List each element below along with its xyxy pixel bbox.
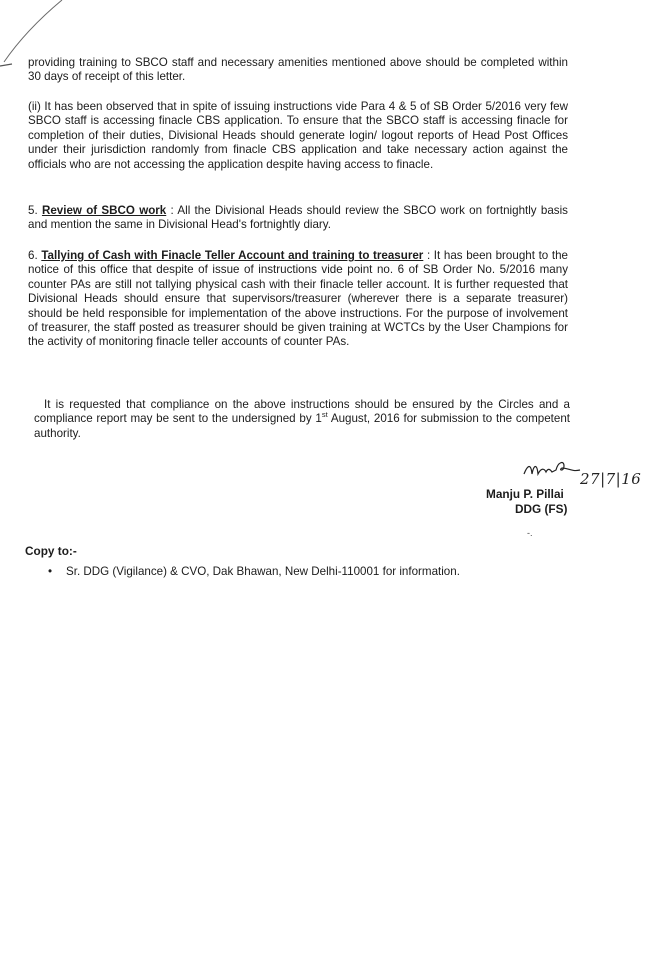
item-6-heading: Tallying of Cash with Finacle Teller Account and training to treasurer <box>41 249 424 262</box>
compliance-paragraph <box>34 398 570 441</box>
copy-to-item-text: Sr. DDG (Vigilance) & CVO, Dak Bhawan, New Delhi-110001 for information. <box>66 565 460 578</box>
compliance-superscript: st <box>321 410 328 420</box>
paragraph-continuation-text: providing training to SBCO staff and necessary amenities mentioned above should be completed within 30 days of receipt of this letter. <box>28 56 568 84</box>
item-5-review-sbco <box>28 204 568 233</box>
compliance-text-after: August, 2016 for submission to the competent authority. <box>34 412 570 440</box>
item-6-number: 6. <box>28 249 38 262</box>
handwritten-signature <box>522 456 582 482</box>
item-6-tallying-cash <box>28 249 568 350</box>
paragraph-continuation <box>28 56 568 85</box>
copy-to-list <box>48 565 460 578</box>
item-5-heading: Review of SBCO work <box>41 204 167 217</box>
list-item <box>48 565 460 578</box>
signatory-designation: DDG (FS) <box>515 502 568 516</box>
paragraph-ii-text: (ii) It has been observed that in spite of issuing instructions vide Para 4 & 5 of SB Order 5/2016 very few SBCO staff is accessing finacle CBS application. To ensure that the SBCO staff is accessing finacle for completion of their duties, Divisional Heads should generate login/ logout reports of Head Post Offices under their jurisdiction randomly from finacle CBS application and take necessary action against the officials who are not accessing the application despite having access to finacle. <box>28 100 568 171</box>
signature-date: 27|7|16 <box>580 470 642 488</box>
stray-mark: -. <box>527 528 533 538</box>
compliance-text-before: It is requested that compliance on the above instructions should be ensured by the Circles and a compliance report may be sent to the undersigned by 1 <box>34 398 570 426</box>
item-5-number: 5. <box>28 204 38 217</box>
paragraph-ii <box>28 100 568 172</box>
item-6-text: : It has been brought to the notice of this office that despite of issue of instructions vide point no. 6 of SB Order No. 5/2016 many counter PAs are still not tallying physical cash with their finacle teller account. It is further requested that Divisional Heads should ensure that supervisors/treasurer (wherever there is a separate treasurer) should be held responsible for implementation of the above instructions. For the purpose of involvement of treasurer, the staff posted as treasurer should be given training at WCTCs by the User Champions for the activity of monitoring finacle teller accounts of counter PAs. <box>28 249 568 349</box>
copy-to-heading: Copy to:- <box>25 544 77 558</box>
signatory-name: Manju P. Pillai <box>486 487 564 501</box>
bullet-icon: • <box>48 565 53 578</box>
item-5-text: : All the Divisional Heads should review the SBCO work on fortnightly basis and mention the same in Divisional Head's fortnightly diary. <box>28 204 568 232</box>
